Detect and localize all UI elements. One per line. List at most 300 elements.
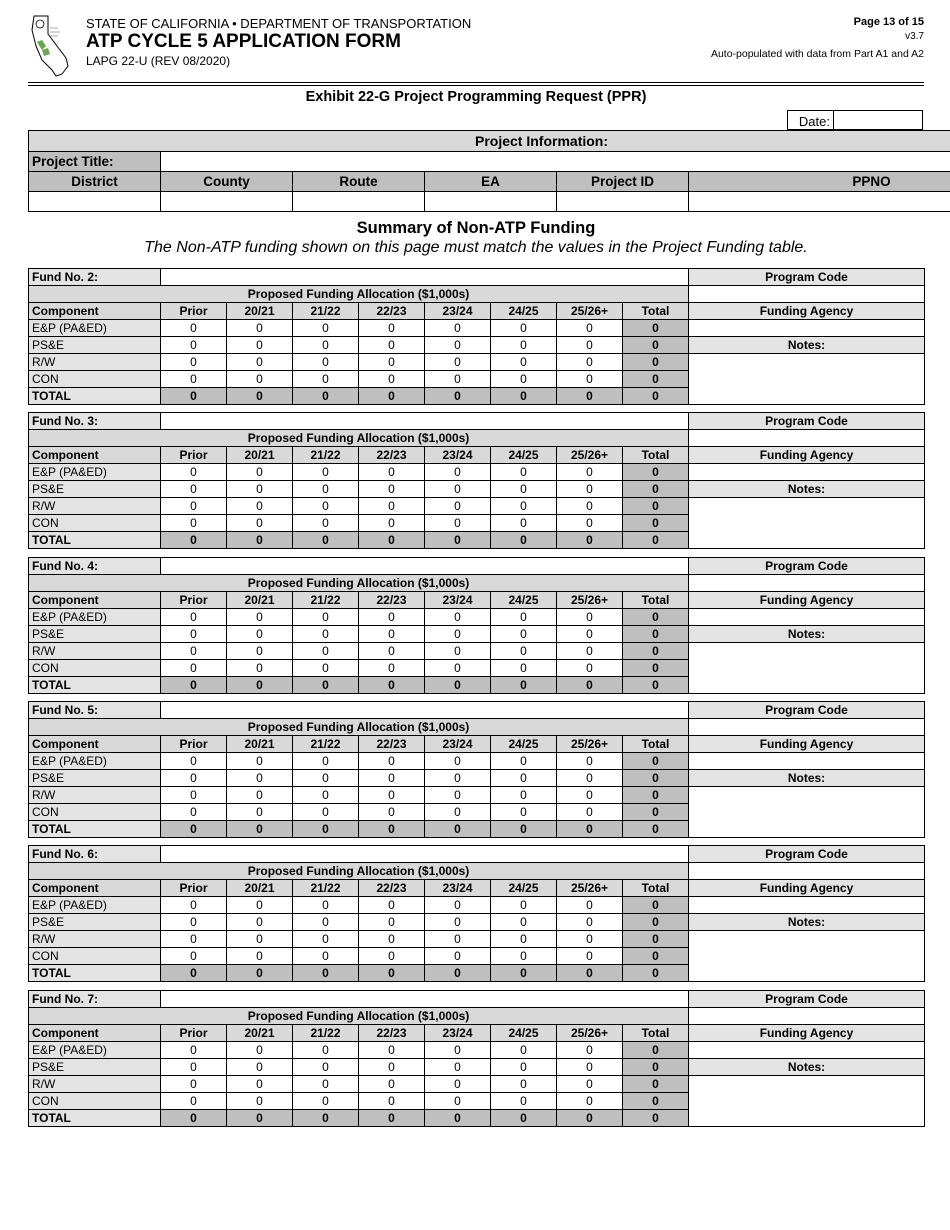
funding-value[interactable]: 0 [161,515,227,532]
column-header: 22/23 [359,880,425,897]
funding-value[interactable]: 0 [557,931,623,948]
program-code-field[interactable] [689,719,925,736]
funding-value[interactable]: 0 [227,1059,293,1076]
funding-value: 0 [227,821,293,838]
funding-value[interactable]: 0 [161,354,227,371]
program-code-field[interactable] [689,286,925,303]
funding-value[interactable]: 0 [491,371,557,388]
funding-value[interactable]: 0 [491,931,557,948]
funding-value[interactable]: 0 [557,609,623,626]
funding-value[interactable]: 0 [359,753,425,770]
funding-value[interactable]: 0 [557,753,623,770]
funding-value[interactable]: 0 [359,371,425,388]
program-code-label: Program Code [689,846,925,863]
component-label: PS&E [29,337,161,354]
funding-value[interactable]: 0 [359,643,425,660]
project-title-field[interactable] [161,152,950,172]
funding-value[interactable]: 0 [557,1076,623,1093]
funding-value[interactable]: 0 [557,515,623,532]
funding-value[interactable]: 0 [557,787,623,804]
funding-value[interactable]: 0 [359,948,425,965]
funding-value[interactable]: 0 [359,660,425,677]
funding-value: 0 [359,532,425,549]
component-label: PS&E [29,626,161,643]
fund-name-field[interactable] [161,991,689,1008]
column-header: Component [29,447,161,464]
funding-value[interactable]: 0 [161,337,227,354]
table-row [29,337,925,354]
funding-value: 0 [293,1110,359,1127]
funding-value: 0 [557,1110,623,1127]
funding-value[interactable]: 0 [425,371,491,388]
funding-value[interactable]: 0 [491,770,557,787]
column-header: Component [29,1025,161,1042]
funding-value[interactable]: 0 [227,804,293,821]
funding-value[interactable]: 0 [293,643,359,660]
funding-value: 0 [359,1110,425,1127]
funding-value: 0 [293,388,359,405]
column-header: 22/23 [359,736,425,753]
funding-value[interactable]: 0 [161,660,227,677]
funding-value[interactable]: 0 [491,753,557,770]
funding-value: 0 [623,770,689,787]
component-label: PS&E [29,914,161,931]
component-label: TOTAL [29,677,161,694]
program-code-field[interactable] [689,575,925,592]
project-column-header: Project ID [557,172,689,192]
component-label: PS&E [29,481,161,498]
funding-value[interactable]: 0 [227,643,293,660]
funding-value[interactable]: 0 [425,498,491,515]
funding-value[interactable]: 0 [359,609,425,626]
funding-value[interactable]: 0 [227,515,293,532]
funding-value[interactable]: 0 [227,371,293,388]
column-header: Prior [161,592,227,609]
project-column-header: Route [293,172,425,192]
column-header: Total [623,1025,689,1042]
funding-value[interactable]: 0 [359,931,425,948]
funding-value[interactable]: 0 [359,1042,425,1059]
funding-value[interactable]: 0 [491,897,557,914]
funding-value[interactable]: 0 [491,626,557,643]
funding-value[interactable]: 0 [557,1059,623,1076]
funding-agency-label: Funding Agency [689,880,925,897]
funding-value[interactable]: 0 [557,320,623,337]
project-column-field[interactable] [689,192,950,212]
funding-value[interactable]: 0 [425,354,491,371]
date-label: Date: [788,111,834,129]
funding-value[interactable]: 0 [227,787,293,804]
component-label: PS&E [29,1059,161,1076]
funding-value[interactable]: 0 [227,626,293,643]
funding-value[interactable]: 0 [491,1093,557,1110]
program-code-field[interactable] [689,430,925,447]
header-rule-double [28,85,924,86]
funding-value[interactable]: 0 [293,1076,359,1093]
funding-value: 0 [425,965,491,982]
program-code-label: Program Code [689,413,925,430]
funding-value[interactable]: 0 [161,948,227,965]
funding-value[interactable]: 0 [557,804,623,821]
funding-value[interactable]: 0 [293,897,359,914]
funding-value[interactable]: 0 [359,515,425,532]
funding-value[interactable]: 0 [293,320,359,337]
funding-value[interactable]: 0 [425,804,491,821]
funding-agency-label: Funding Agency [689,592,925,609]
funding-value[interactable]: 0 [425,948,491,965]
funding-value: 0 [293,532,359,549]
funding-value[interactable]: 0 [557,1042,623,1059]
component-label: E&P (PA&ED) [29,464,161,481]
funding-value[interactable]: 0 [359,897,425,914]
table-row [29,770,925,787]
funding-value: 0 [425,677,491,694]
funding-value[interactable]: 0 [161,770,227,787]
funding-value[interactable]: 0 [293,515,359,532]
project-information-heading: Project Information: [29,131,950,152]
notes-field[interactable] [689,354,925,405]
funding-value[interactable]: 0 [293,464,359,481]
funding-value[interactable]: 0 [161,609,227,626]
funding-value[interactable]: 0 [557,626,623,643]
funding-value[interactable]: 0 [491,643,557,660]
funding-value[interactable]: 0 [491,464,557,481]
project-information-table [28,130,950,212]
funding-value[interactable]: 0 [425,481,491,498]
funding-value: 0 [623,532,689,549]
funding-value[interactable]: 0 [161,914,227,931]
date-box [787,110,923,130]
notes-field[interactable] [689,1076,925,1127]
funding-value[interactable]: 0 [359,626,425,643]
funding-value[interactable]: 0 [359,481,425,498]
funding-value[interactable]: 0 [359,914,425,931]
funding-value[interactable]: 0 [227,354,293,371]
funding-value[interactable]: 0 [359,498,425,515]
fund-name-field[interactable] [161,269,689,286]
funding-value[interactable]: 0 [425,753,491,770]
table-row [29,753,925,770]
column-header: 25/26+ [557,592,623,609]
column-header: 22/23 [359,1025,425,1042]
funding-value[interactable]: 0 [557,371,623,388]
fund-name-field[interactable] [161,846,689,863]
funding-value[interactable]: 0 [293,660,359,677]
funding-value[interactable]: 0 [293,948,359,965]
funding-value[interactable]: 0 [491,914,557,931]
funding-value[interactable]: 0 [557,897,623,914]
funding-value[interactable]: 0 [425,337,491,354]
funding-value[interactable]: 0 [491,787,557,804]
funding-value[interactable]: 0 [359,770,425,787]
funding-value[interactable]: 0 [227,481,293,498]
funding-value[interactable]: 0 [491,320,557,337]
funding-value[interactable]: 0 [491,804,557,821]
project-column-field[interactable] [161,192,293,212]
funding-value[interactable]: 0 [425,660,491,677]
column-header: 23/24 [425,592,491,609]
component-label: R/W [29,498,161,515]
funding-value: 0 [623,804,689,821]
column-header: Total [623,447,689,464]
funding-value[interactable]: 0 [425,1059,491,1076]
funding-value[interactable]: 0 [359,1093,425,1110]
funding-agency-field[interactable] [689,464,925,481]
notes-label: Notes: [689,1059,925,1076]
notes-field[interactable] [689,931,925,982]
funding-value[interactable]: 0 [491,515,557,532]
funding-value[interactable]: 0 [425,1093,491,1110]
project-column-field[interactable] [425,192,557,212]
funding-value[interactable]: 0 [491,1076,557,1093]
summary-title: Summary of Non-ATP Funding [356,219,596,237]
funding-value: 0 [623,388,689,405]
funding-value[interactable]: 0 [293,1093,359,1110]
component-label: R/W [29,643,161,660]
funding-value: 0 [491,677,557,694]
funding-value[interactable]: 0 [425,897,491,914]
funding-value: 0 [623,660,689,677]
column-header: 24/25 [491,880,557,897]
funding-value: 0 [425,532,491,549]
funding-value[interactable]: 0 [359,804,425,821]
funding-value: 0 [359,821,425,838]
funding-value[interactable]: 0 [227,948,293,965]
funding-value: 0 [491,821,557,838]
component-label: CON [29,371,161,388]
funding-value[interactable]: 0 [161,320,227,337]
program-code-field[interactable] [689,1008,925,1025]
notes-field[interactable] [689,498,925,549]
funding-value[interactable]: 0 [293,337,359,354]
funding-value[interactable]: 0 [161,1093,227,1110]
funding-agency-field[interactable] [689,897,925,914]
funding-value[interactable]: 0 [227,1076,293,1093]
funding-value[interactable]: 0 [557,770,623,787]
funding-value[interactable]: 0 [161,643,227,660]
column-header: 24/25 [491,592,557,609]
funding-value[interactable]: 0 [227,320,293,337]
funding-value: 0 [293,677,359,694]
funding-value[interactable]: 0 [227,1093,293,1110]
component-label: R/W [29,1076,161,1093]
project-column-field[interactable] [557,192,689,212]
program-code-label: Program Code [689,991,925,1008]
funding-value[interactable]: 0 [293,770,359,787]
funding-value[interactable]: 0 [491,354,557,371]
funding-value: 0 [623,753,689,770]
project-column-field[interactable] [293,192,425,212]
notes-field[interactable] [689,787,925,838]
funding-value[interactable]: 0 [425,914,491,931]
funding-value[interactable]: 0 [293,914,359,931]
component-label: E&P (PA&ED) [29,320,161,337]
funding-value[interactable]: 0 [425,643,491,660]
funding-value[interactable]: 0 [557,464,623,481]
fund-name-field[interactable] [161,702,689,719]
column-header: 24/25 [491,1025,557,1042]
funding-value[interactable]: 0 [227,660,293,677]
funding-value[interactable]: 0 [425,787,491,804]
funding-value[interactable]: 0 [293,804,359,821]
funding-value[interactable]: 0 [557,948,623,965]
funding-value[interactable]: 0 [161,753,227,770]
funding-value[interactable]: 0 [161,371,227,388]
funding-value[interactable]: 0 [161,897,227,914]
funding-value[interactable]: 0 [227,753,293,770]
funding-value: 0 [557,677,623,694]
funding-value[interactable]: 0 [359,464,425,481]
funding-value[interactable]: 0 [359,354,425,371]
funding-value: 0 [623,1093,689,1110]
table-row [29,931,925,948]
fund-name-field[interactable] [161,558,689,575]
funding-value[interactable]: 0 [293,498,359,515]
funding-value[interactable]: 0 [491,1059,557,1076]
funding-value[interactable]: 0 [557,337,623,354]
funding-value[interactable]: 0 [293,931,359,948]
funding-value[interactable]: 0 [161,464,227,481]
funding-value: 0 [359,677,425,694]
funding-value[interactable]: 0 [491,498,557,515]
component-label: E&P (PA&ED) [29,897,161,914]
funding-value: 0 [623,371,689,388]
funding-value[interactable]: 0 [491,337,557,354]
funding-value[interactable]: 0 [293,354,359,371]
table-row [29,498,925,515]
funding-value: 0 [161,965,227,982]
date-field[interactable] [834,111,922,129]
funding-agency-field[interactable] [689,1042,925,1059]
column-header: 25/26+ [557,736,623,753]
program-code-field[interactable] [689,863,925,880]
funding-value[interactable]: 0 [227,337,293,354]
funding-value[interactable]: 0 [359,787,425,804]
funding-agency-label: Funding Agency [689,303,925,320]
funding-value[interactable]: 0 [227,498,293,515]
funding-value[interactable]: 0 [491,1042,557,1059]
funding-value[interactable]: 0 [425,515,491,532]
funding-value[interactable]: 0 [227,609,293,626]
funding-value[interactable]: 0 [425,1076,491,1093]
funding-agency-field[interactable] [689,320,925,337]
funding-value[interactable]: 0 [161,804,227,821]
funding-value[interactable]: 0 [293,787,359,804]
funding-value[interactable]: 0 [227,1042,293,1059]
funding-value[interactable]: 0 [425,770,491,787]
funding-value[interactable]: 0 [491,948,557,965]
funding-value[interactable]: 0 [227,914,293,931]
column-header: Total [623,592,689,609]
project-column-field[interactable] [29,192,161,212]
funding-value[interactable]: 0 [161,1042,227,1059]
funding-value: 0 [161,821,227,838]
funding-value[interactable]: 0 [359,1059,425,1076]
funding-value: 0 [161,388,227,405]
funding-value: 0 [623,1059,689,1076]
funding-value: 0 [227,965,293,982]
funding-agency-field[interactable] [689,609,925,626]
funding-value: 0 [623,931,689,948]
component-label: CON [29,515,161,532]
column-header: 20/21 [227,1025,293,1042]
funding-value[interactable]: 0 [557,643,623,660]
funding-value[interactable]: 0 [557,914,623,931]
component-label: PS&E [29,770,161,787]
funding-value[interactable]: 0 [161,787,227,804]
funding-value[interactable]: 0 [491,660,557,677]
funding-agency-field[interactable] [689,753,925,770]
component-label: R/W [29,354,161,371]
column-header: Component [29,736,161,753]
funding-value[interactable]: 0 [161,481,227,498]
funding-value[interactable]: 0 [425,1042,491,1059]
funding-value[interactable]: 0 [293,626,359,643]
auto-populated-note: Auto-populated with data from Part A1 and A2 [710,48,924,60]
funding-value: 0 [161,532,227,549]
notes-field[interactable] [689,643,925,694]
funding-value[interactable]: 0 [425,931,491,948]
allocation-header: Proposed Funding Allocation ($1,000s) [29,719,689,736]
column-header: 24/25 [491,447,557,464]
notes-label: Notes: [689,481,925,498]
notes-label: Notes: [689,914,925,931]
funding-value[interactable]: 0 [425,609,491,626]
component-label: TOTAL [29,532,161,549]
funding-value[interactable]: 0 [425,464,491,481]
funding-value[interactable]: 0 [161,498,227,515]
funding-agency-label: Funding Agency [689,1025,925,1042]
column-header: 25/26+ [557,447,623,464]
funding-value[interactable]: 0 [425,626,491,643]
funding-value[interactable]: 0 [293,1042,359,1059]
funding-value[interactable]: 0 [557,354,623,371]
funding-value[interactable]: 0 [161,626,227,643]
funding-value: 0 [293,965,359,982]
funding-value[interactable]: 0 [359,337,425,354]
funding-value[interactable]: 0 [161,1059,227,1076]
funding-value[interactable]: 0 [359,1076,425,1093]
funding-value[interactable]: 0 [557,481,623,498]
funding-value[interactable]: 0 [293,371,359,388]
funding-value[interactable]: 0 [227,770,293,787]
funding-value[interactable]: 0 [293,753,359,770]
funding-value[interactable]: 0 [425,320,491,337]
funding-value: 0 [623,914,689,931]
funding-value[interactable]: 0 [359,320,425,337]
funding-value[interactable]: 0 [161,931,227,948]
funding-value[interactable]: 0 [227,897,293,914]
funding-value[interactable]: 0 [227,464,293,481]
funding-value: 0 [227,1110,293,1127]
fund-name-field[interactable] [161,413,689,430]
funding-value[interactable]: 0 [293,1059,359,1076]
funding-value[interactable]: 0 [293,609,359,626]
column-header: 23/24 [425,447,491,464]
funding-value[interactable]: 0 [161,1076,227,1093]
funding-value[interactable]: 0 [293,481,359,498]
funding-value[interactable]: 0 [557,498,623,515]
component-label: TOTAL [29,821,161,838]
funding-value: 0 [161,677,227,694]
funding-value[interactable]: 0 [557,1093,623,1110]
funding-value[interactable]: 0 [557,660,623,677]
notes-label: Notes: [689,770,925,787]
funding-value[interactable]: 0 [491,481,557,498]
funding-value[interactable]: 0 [491,609,557,626]
funding-value[interactable]: 0 [227,931,293,948]
funding-value: 0 [623,677,689,694]
